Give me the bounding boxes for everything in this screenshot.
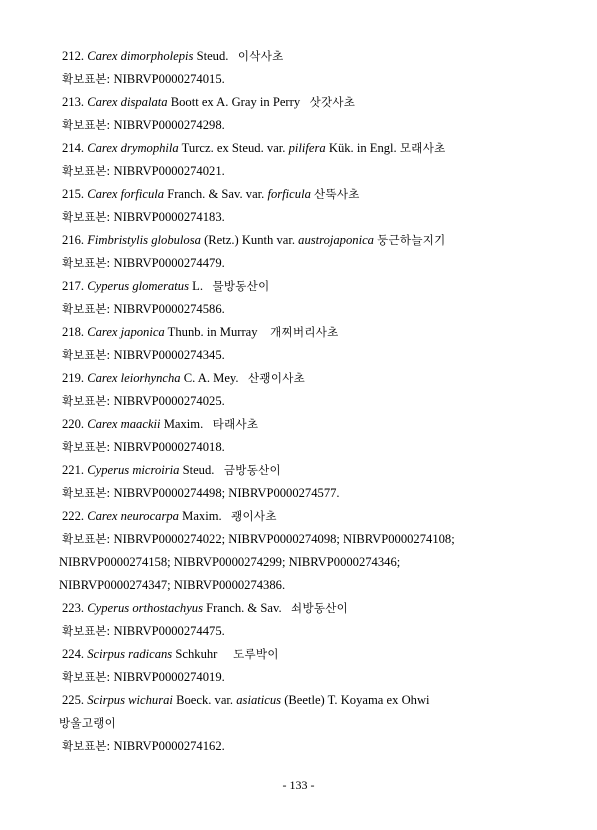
- specimen-ids: NIBRVP0000274183.: [113, 210, 225, 224]
- entry-number: 225.: [62, 693, 85, 707]
- korean-name: 방울고랭이: [59, 716, 117, 730]
- entry-number: 214.: [62, 141, 85, 155]
- korean-name: 삿갓사초: [309, 95, 356, 109]
- korean-name: 산괭이사초: [248, 371, 306, 385]
- species-entry: [62, 45, 542, 68]
- korean-name: 도루박이: [233, 647, 279, 661]
- korean-name-line: [59, 712, 542, 735]
- specimen-line: [62, 160, 542, 183]
- specimen-ids: NIBRVP0000274158; NIBRVP0000274299; NIBRVP0000274346;: [59, 555, 401, 569]
- author: Steud.: [182, 463, 215, 477]
- scientific-name: Carex drymophila: [87, 141, 179, 155]
- author: Maxim.: [182, 509, 222, 523]
- scientific-name: Carex dispalata: [87, 95, 168, 109]
- species-entry: [62, 229, 542, 252]
- korean-name: 산뚝사초: [314, 187, 360, 201]
- scientific-name: Scirpus radicans: [87, 647, 173, 661]
- specimen-label: 확보표본:: [62, 164, 111, 178]
- specimen-label: 확보표본:: [62, 739, 111, 753]
- entry-number: 218.: [62, 325, 85, 339]
- author: Maxim.: [163, 417, 204, 431]
- author: Steud.: [196, 49, 229, 63]
- specimen-label: 확보표본:: [62, 72, 111, 86]
- specimen-line-continued: [59, 574, 542, 597]
- entry-number: 219.: [62, 371, 85, 385]
- species-entry: [62, 597, 542, 620]
- author: L.: [192, 279, 203, 293]
- specimen-line: [62, 528, 542, 551]
- specimen-line: [62, 68, 542, 91]
- entry-number: 223.: [62, 601, 85, 615]
- specimen-ids: NIBRVP0000274347; NIBRVP0000274386.: [59, 578, 286, 592]
- specimen-line: [62, 482, 542, 505]
- specimen-line-continued: [59, 551, 542, 574]
- korean-name: 이삭사초: [237, 49, 284, 63]
- specimen-label: 확보표본:: [62, 624, 111, 638]
- specimen-ids: NIBRVP0000274498; NIBRVP0000274577.: [113, 486, 340, 500]
- scientific-name: Carex forficula: [87, 187, 165, 201]
- specimen-ids: NIBRVP0000274586.: [113, 302, 225, 316]
- author: C. A. Mey.: [183, 371, 239, 385]
- entry-number: 213.: [62, 95, 85, 109]
- species-entry: [62, 275, 542, 298]
- specimen-label: 확보표본:: [62, 210, 111, 224]
- species-entry: [62, 505, 542, 528]
- specimen-ids: NIBRVP0000274018.: [113, 440, 225, 454]
- author: (Retz.) Kunth var.: [204, 233, 295, 247]
- specimen-label: 확보표본:: [62, 440, 111, 454]
- specimen-ids: NIBRVP0000274475.: [113, 624, 225, 638]
- species-entry: [62, 413, 542, 436]
- scientific-name: Carex maackii: [87, 417, 161, 431]
- specimen-line: [62, 206, 542, 229]
- specimen-ids: NIBRVP0000274298.: [113, 118, 225, 132]
- scientific-name: Cyperus orthostachyus: [87, 601, 203, 615]
- korean-name: 타래사초: [212, 417, 259, 431]
- specimen-label: 확보표본:: [62, 486, 111, 500]
- species-entry: [62, 459, 542, 482]
- specimen-ids: NIBRVP0000274162.: [113, 739, 225, 753]
- specimen-line: [62, 344, 542, 367]
- korean-name: 괭이사초: [231, 509, 277, 523]
- specimen-line: [62, 735, 542, 758]
- author: Thunb. in Murray: [167, 325, 258, 339]
- specimen-line: [62, 390, 542, 413]
- specimen-label: 확보표본:: [62, 302, 111, 316]
- entry-number: 224.: [62, 647, 85, 661]
- korean-name: 물방동산이: [212, 279, 270, 293]
- scientific-name: Cyperus glomeratus: [87, 279, 189, 293]
- author: Schkuhr: [175, 647, 218, 661]
- author: Franch. & Sav.: [206, 601, 282, 615]
- author: Boeck. var.: [176, 693, 234, 707]
- specimen-label: 확보표본:: [62, 256, 111, 270]
- specimen-label: 확보표본:: [62, 532, 111, 546]
- entry-number: 216.: [62, 233, 85, 247]
- specimen-line: [62, 252, 542, 275]
- species-entry: [62, 183, 542, 206]
- author: Boott ex A. Gray in Perry: [170, 95, 301, 109]
- korean-name: 금방동산이: [223, 463, 281, 477]
- scientific-name: Scirpus wichurai: [87, 693, 173, 707]
- author: Franch. & Sav. var.: [167, 187, 265, 201]
- specimen-label: 확보표본:: [62, 394, 111, 408]
- species-entry: [62, 91, 542, 114]
- infraspecific-name: asiaticus: [236, 693, 282, 707]
- entry-number: 221.: [62, 463, 85, 477]
- scientific-name: Cyperus microiria: [87, 463, 180, 477]
- document-body: [59, 45, 542, 758]
- specimen-label: 확보표본:: [62, 118, 111, 132]
- entry-number: 220.: [62, 417, 85, 431]
- scientific-name: Carex dimorpholepis: [87, 49, 194, 63]
- entry-number: 212.: [62, 49, 85, 63]
- species-entry: [62, 321, 542, 344]
- specimen-line: [62, 620, 542, 643]
- korean-name: 쇠방동산이: [291, 601, 349, 615]
- species-entry: [62, 689, 542, 712]
- specimen-line: [62, 298, 542, 321]
- author: Turcz. ex Steud. var.: [181, 141, 286, 155]
- infraspecific-name: pilifera: [288, 141, 326, 155]
- infra-author: (Beetle) T. Koyama ex Ohwi: [284, 693, 430, 707]
- scientific-name: Carex japonica: [87, 325, 165, 339]
- entry-number: 215.: [62, 187, 85, 201]
- scientific-name: Carex leiorhyncha: [87, 371, 181, 385]
- specimen-ids: NIBRVP0000274015.: [113, 72, 225, 86]
- species-entry: [62, 643, 542, 666]
- entry-number: 222.: [62, 509, 85, 523]
- specimen-ids: NIBRVP0000274479.: [113, 256, 225, 270]
- species-entry: [62, 137, 542, 160]
- specimen-ids: NIBRVP0000274022; NIBRVP0000274098; NIBRVP0000274108;: [113, 532, 455, 546]
- scientific-name: Fimbristylis globulosa: [87, 233, 201, 247]
- specimen-line: [62, 114, 542, 137]
- entry-number: 217.: [62, 279, 85, 293]
- infraspecific-name: austrojaponica: [298, 233, 374, 247]
- infraspecific-name: forficula: [267, 187, 311, 201]
- specimen-ids: NIBRVP0000274345.: [113, 348, 225, 362]
- specimen-line: [62, 666, 542, 689]
- korean-name: 개찌버리사초: [270, 325, 339, 339]
- specimen-label: 확보표본:: [62, 348, 111, 362]
- specimen-ids: NIBRVP0000274025.: [113, 394, 225, 408]
- specimen-ids: NIBRVP0000274021.: [113, 164, 225, 178]
- specimen-ids: NIBRVP0000274019.: [113, 670, 225, 684]
- scientific-name: Carex neurocarpa: [87, 509, 179, 523]
- korean-name: 모래사초: [399, 141, 446, 155]
- specimen-line: [62, 436, 542, 459]
- infra-author: Kük. in Engl.: [328, 141, 397, 155]
- species-entry: [62, 367, 542, 390]
- specimen-label: 확보표본:: [62, 670, 111, 684]
- page-number: - 133 -: [282, 778, 315, 792]
- korean-name: 둥근하늘지기: [377, 233, 446, 247]
